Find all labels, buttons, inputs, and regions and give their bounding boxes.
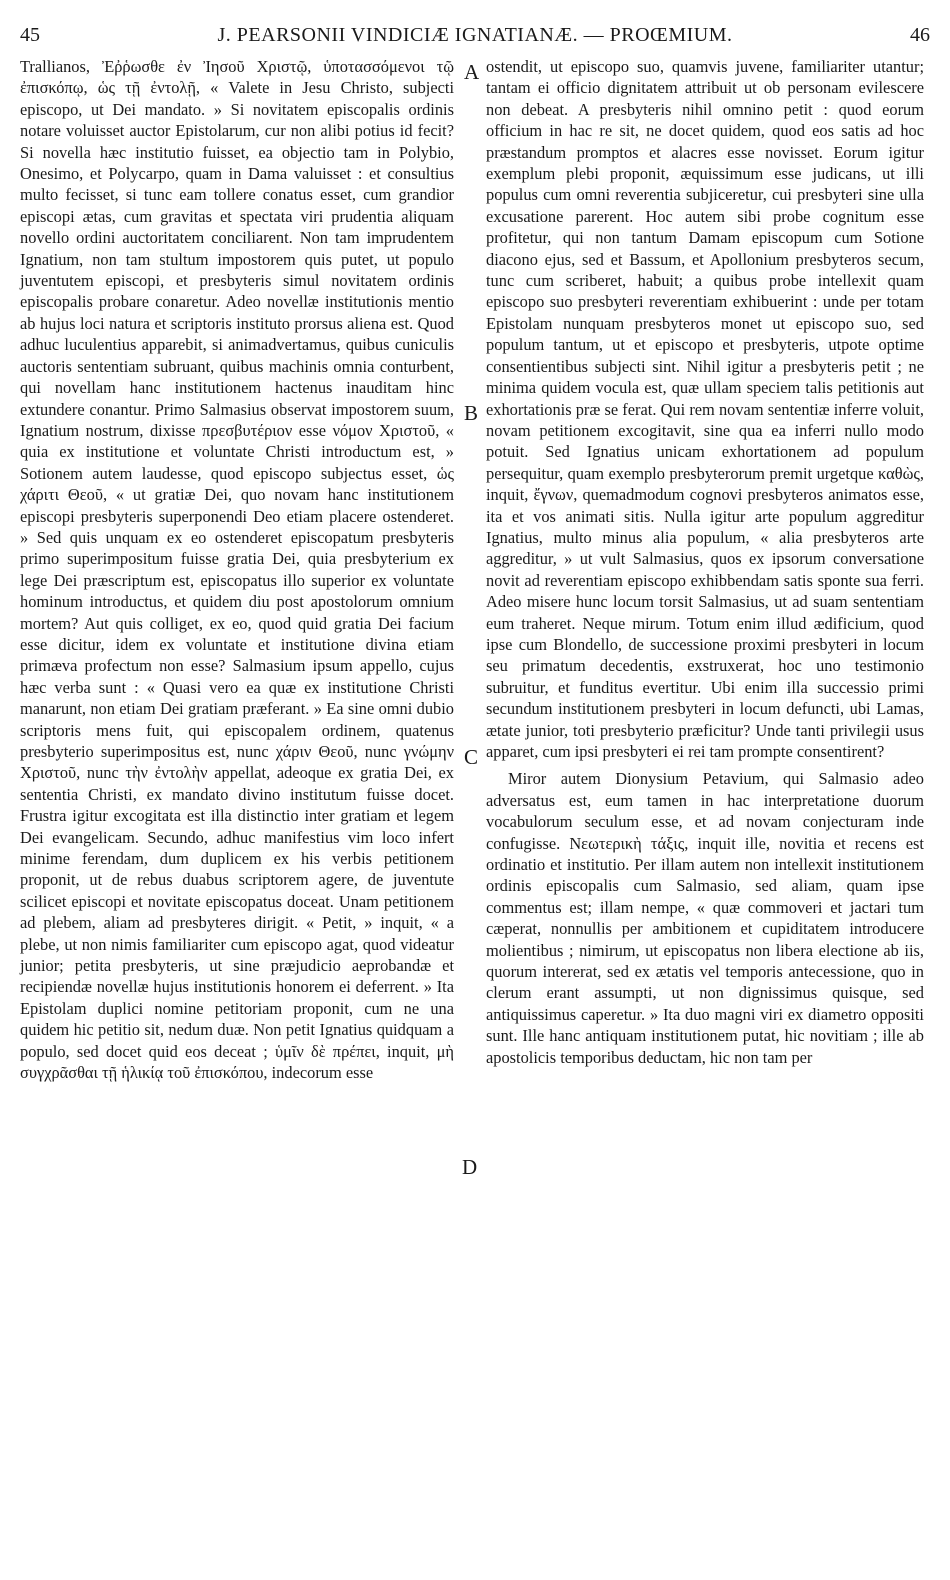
section-marker-b: B <box>464 401 479 425</box>
left-column <box>20 56 454 1084</box>
section-marker-a: A <box>464 60 480 84</box>
running-header <box>20 20 930 50</box>
left-paragraph: Trallianos, Ἐῤῥωσθε ἐν Ἰησοῦ Χριστῷ, ὑποτασσόμενοι τῷ ἐπισκόπῳ, ὡς τῇ ἐντολῇ, « Valete in Jesu Christo, subjecti episcopo, ut Dei mandato. » Si novitatem episcopalis ordinis notare voluisset auctor Epistolarum, cur non alibi potius id fecit? Si novella hæc institutio fuisset, ea objectio tam in Polybio, Onesimo, et Polycarpo, quam in Dama valuisset : et consultius multo fecisset, si tunc eam tollere conatus esset, cum grandior episcopi ætas, cum gravitas et spectata viri prudentia aliquam novello ordini auctoritatem conciliarent. Non tam imprudentem Ignatium, non tam stultum impostorem quis putet, ut populo juventutem episcopi, et presbyteris simul novitatem ordinis episcopalis probare conaretur. Adeo novellæ institutionis mentio ab hujus loci natura et scriptoris instituto prorsus aliena est. Quod adhuc luculentius apparebit, si animadvertamus, quibus cuniculis auctoris sententiam subruant, quibus machinis omnia conturbent, qui novellam hanc institutionem hactenus inauditam hinc extundere conantur. Primo Salmasius observat impostorem suum, Ignatium nostrum, dixisse πρεσβυτέριον esse νόμον Χριστοῦ, « quia ex institutione et voluntate Christi introductum est, » Sotionem autem laudesse, quod episcopo subjectus esset, ὡς χάριτι Θεοῦ, « ut gratiæ Dei, quo novam hanc institutionem episcopi presbyteris superponendi Deo etiam placere ostenderet. » Sed quis unquam ex eo ostenderet episcopatum presbyteris primo superimpositum fuisse gratia Dei, quia presbyterium ex lege Dei præscriptum est, episcopatus illo superior ex voluntate hominum introductus, et quidem diu post apostolorum omnium mortem? Aut quis colliget, ex eo, quod quid gratia Dei facium esse dicitur, idem ex voluntate et institutione divina etiam primæva profectum non esse? Salmasium ipsum appello, cujus hæc verba sunt : « Quasi vero ea quæ ex institutione Christi manarunt, non etiam Dei gratiam præferant. » Ea sine omni dubio scriptoris mens fuit, qui episcopalem ordinem, quatenus presbyterio superimpositus est, nunc χάριν Θεοῦ, nunc γνώμην Χριστοῦ, nunc τὴν ἐντολὴν appellat, adeoque ex gratia Dei, ex sententia Christi, ex mandato divino institutum fuisse docet. Frustra igitur excogitata est illa distinctio inter gratiam et legem Dei evangelicam. Secundo, adhuc manifestius vim loco infert minime ferendam, dum duplicem ex his verbis petitionem proponit, ut de rebus duabus scriptorem agere, de juventute scilicet episcopi et novitate episcopatus doceat. Unam petitionem ad plebem, aliam ad presbyteres dirigit. « Petit, » inquit, « a plebe, ut non nimis familiariter cum episcopo agat, quod videatur junior; petita presbyteris, ut sine præjudicio aeprobandæ et recipiendæ novellæ hujus institutionis honorem ei deferrent. » Ita Epistolam duplici nomine petitoriam proponit, cum ne una quidem hic petitio sit, nedum duæ. Non petit Ignatius quidquam a populo, sed docet quid eos deceat ; ὑμῖν δὲ πρέπει, inquit, μὴ συγχρᾶσθαι τῇ ἡλικίᾳ τοῦ ἐπισκόπου, indecorum esse <box>20 57 454 1083</box>
section-marker-c: C <box>464 745 479 769</box>
running-title: J. PEARSONII VINDICIÆ IGNATIANÆ. — PROŒMIUM. <box>217 24 733 46</box>
right-paragraph: ostendit, ut episcopo suo, quamvis juvene, familiariter utantur; tantam ei officio dignitatem attribuit ut ob personam evilescere non debeat. A presbyteris nihil omnino petit : quod eorum officium in hac re sit, ne docet quidem, quod eos satis ad hoc præstandum promptos et alacres esse novisset. Eorum igitur exemplum plebi proponit, æquissimum esse judicans, ut illi populus cum omni reverentia subjiceretur, cui presbyteri sine ulla excusatione parerent. Hoc autem sibi probe cognitum esse profitetur, qui non tantum Damam episcopum cum Sotione diacono ejus, sed et Bassum, et Apollonium presbyteros secum, tunc cum scriberet, habuit; a quibus probe intellexit quam episcopo suo presbyteri reverentiam exhibuerint : unde per totam Epistolam nunquam presbyteros monet ut episcopo suo, sed populum tantum, ut et episcopo et presbyteris, utpote optime consentientibus subjecti sint. Nihil igitur a presbyteris petit ; ne minima quidem vocula est, quæ ullam speciem talis petitionis aut exhortationis præ se ferat. Qui rem novam sententiæ inferre voluit, novam petitionem excogitavit, sine qua ea inferri nullo modo potuit. Sed Ignatius unicam exhortationem ad populum persequitur, quam exemplo presbyterorum premit urgetque καθὼς, inquit, ἔγνων, quemadmodum cognovi presbyteros animatos esse, ita et vos animati sitis. Nulla igitur arte populum aggreditur Ignatius, multo minus alia populum, « alia presbyteros arte aggreditur, » ut vult Salmasius, quos ex ipsorum conversatione novit ad reverentiam episcopo exhibbendam satis sponte sua ferri. Adeo misere hunc locum torsit Salmasius, ut ad suam sententiam eum traheret. Neque mirum. Totum enim illud ædificium, quod ipse cum Blondello, de successione proximi presbyteri in locum seu primatum decedentis, exstruxerat, hoc uno testimonio subruitur, et funditus evertitur. Ubi enim illa successio primi secundum institutionem presbyteri in locum defuncti, ubi Lamas, ætate junior, toti presbyterio præficitur? Unde tanti privilegii usus apparet, cum ipsi presbyteri ei rei tam prompte consentirent? <box>486 57 924 761</box>
page-number-left: 45 <box>20 24 40 46</box>
page-number-right: 46 <box>910 24 930 46</box>
section-marker-d: D <box>462 1155 478 1179</box>
right-column <box>486 56 924 1068</box>
right-paragraph: Miror autem Dionysium Petavium, qui Salmasio adeo adversatus est, eum tamen in hac interpretatione duorum vocabulorum seculum esse, et ad novam conjecturam inde confugisse. Νεωτερικὴ τάξις, inquit ille, novitia et recens est ordinatio et institutio. Per illam autem non intellexit institutionem ordinis episcopalis cum Salmasio, sed aliam, quam ipse commentus est; illam nempe, « quæ commoveri et jactari tum cæperat, nonnullis per ambitionem et cupiditatem introducere molientibus ; nimirum, ut episcopatus non libera electione ab iis, quorum intererat, sed ex ætatis vel temporis antecessione, quo in clerum erant assumpti, ut non dignissimus quisque, sed antiquissimus caperetur. » Ita duo magni viri ex diametro oppositi sunt. Ille hanc antiquam institutionem putat, hic novitiam ; ille ab apostolicis temporibus deductam, hic non tam per <box>486 769 924 1067</box>
